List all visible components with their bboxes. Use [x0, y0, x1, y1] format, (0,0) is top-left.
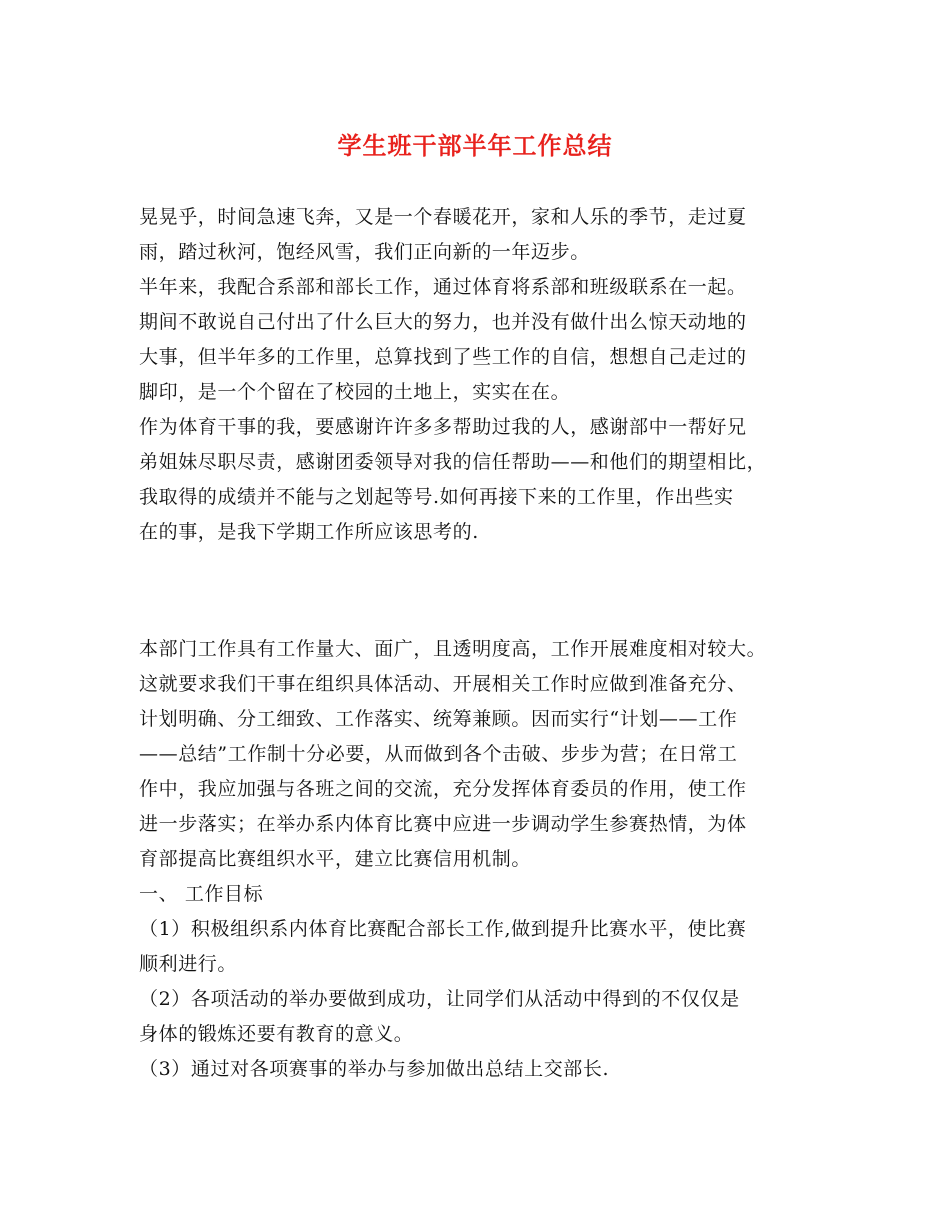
list-item-continuation: 身体的锻炼还要有教育的意义。 — [139, 1023, 414, 1045]
text-line: 弟姐妹尽职尽责，感谢团委领导对我的信任帮助——和他们的期望相比， — [139, 451, 767, 473]
text-line: 大事，但半年多的工作里，总算找到了些工作的自信，想想自己走过的 — [139, 346, 747, 368]
text-line: 我取得的成绩并不能与之划起等号.如何再接下来的工作里，作出些实 — [139, 486, 734, 508]
text-line: ——总结”工作制十分必要，从而做到各个击破、步步为营；在日常工 — [139, 743, 738, 765]
text-line: 育部提高比赛组织水平，建立比赛信用机制。 — [139, 848, 532, 870]
text-line: 进一步落实；在举办系内体育比赛中应进一步调动学生参赛热情，为体 — [139, 813, 747, 835]
text-line: 这就要求我们干事在组织具体活动、开展相关工作时应做到准备充分、 — [139, 673, 747, 695]
text-line: 在的事，是我下学期工作所应该思考的. — [139, 521, 479, 543]
text-line: 期间不敢说自己付出了什么巨大的努力，也并没有做什出么惊天动地的 — [139, 311, 747, 333]
intro-section — [139, 200, 839, 550]
list-item: （3）通过对各项赛事的举办与参加做出总结上交部长. — [139, 1058, 610, 1080]
text-line: 半年来，我配合系部和部长工作，通过体育将系部和班级联系在一起。 — [139, 276, 747, 298]
text-line: 脚印，是一个个留在了校园的土地上，实实在在。 — [139, 381, 571, 403]
text-line: 作中，我应加强与各班之间的交流，充分发挥体育委员的作用，使工作 — [139, 778, 747, 800]
text-line: 雨，踏过秋河，饱经风雪，我们正向新的一年迈步。 — [139, 241, 590, 263]
section-heading: 一、 工作目标 — [139, 883, 264, 905]
list-item: （2）各项活动的举办要做到成功，让同学们从活动中得到的不仅仅是 — [139, 988, 740, 1010]
text-line: 计划明确、分工细致、工作落实、统筹兼顾。因而实行“计划——工作 — [139, 708, 738, 730]
text-line: 本部门工作具有工作量大、面广，且透明度高，工作开展难度相对较大。 — [139, 638, 767, 660]
list-item-continuation: 顺利进行。 — [139, 953, 238, 975]
text-line: 作为体育干事的我，要感谢许许多多帮助过我的人，感谢部中一帮好兄 — [139, 416, 747, 438]
department-work-section — [139, 632, 839, 1087]
text-line: 晃晃乎，时间急速飞奔，又是一个春暖花开，家和人乐的季节，走过夏 — [139, 206, 747, 228]
document-title: 学生班干部半年工作总结 — [337, 131, 613, 160]
list-item: （1）积极组织系内体育比赛配合部长工作,做到提升比赛水平，使比赛 — [139, 918, 747, 940]
